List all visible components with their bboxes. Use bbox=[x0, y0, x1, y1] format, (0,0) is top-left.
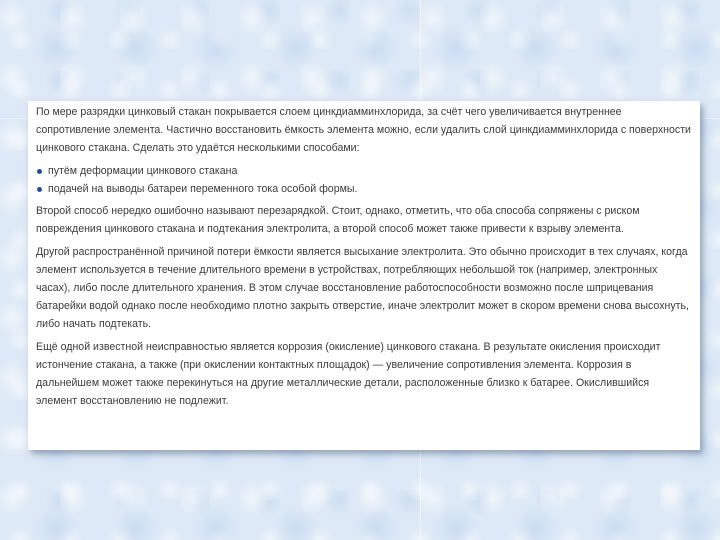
paragraph-zinc-cup: По мере разрядки цинковый стакан покрывается слоем цинкдиамминхлорида, за счёт чего увеличивается внутреннее сопротивление элемента. Частично восстановить ёмкость элемента можно, если удалить слой цинкдиамминхлорида с поверхности цинкового стакана. Сделать это удаётся несколькими способами: bbox=[36, 106, 691, 154]
list-item-text: подачей на выводы батареи переменного тока особой формы. bbox=[48, 183, 358, 195]
restore-methods-list bbox=[36, 162, 692, 198]
list-item bbox=[48, 162, 692, 180]
paragraph-recharge-risk: Второй способ нередко ошибочно называют перезарядкой. Стоит, однако, отметить, что оба способа сопряжены с риском повреждения цинкового стакана и подтекания электролита, а второй способ может также привести к взрыву элемента. bbox=[36, 205, 640, 235]
list-item bbox=[48, 180, 692, 198]
bullet-icon bbox=[37, 169, 42, 174]
bullet-icon bbox=[37, 187, 42, 192]
paragraph-corrosion: Ещё одной известной неисправностью является коррозия (окисление) цинкового стакана. В результате окисления происходит истончение стакана, а также (при окислении контактных площадок) — увеличение сопротивления элемента. Коррозия в дальнейшем может также перекинуться на другие металлические детали, расположенные близко к батарее. Окислившийся элемент восстановлению не подлежит. bbox=[36, 341, 661, 407]
text-card bbox=[28, 101, 700, 450]
paragraph-electrolyte-drying: Другой распространённой причиной потери ёмкости является высыхание электролита. Это обычно происходит в тех случаях, когда элемент используется в течение длительного времени в устройствах, потребляющих небольшой ток (например, электронных часах), либо после длительного хранения. В этом случае восстановление работоспособности возможно после шприцевания батарейки водой однако после необходимо плотно закрыть отверстие, иначе электролит может в скором времени снова высохнуть, либо начать подтекать. bbox=[36, 246, 689, 330]
list-item-text: путём деформации цинкового стакана bbox=[48, 165, 238, 177]
